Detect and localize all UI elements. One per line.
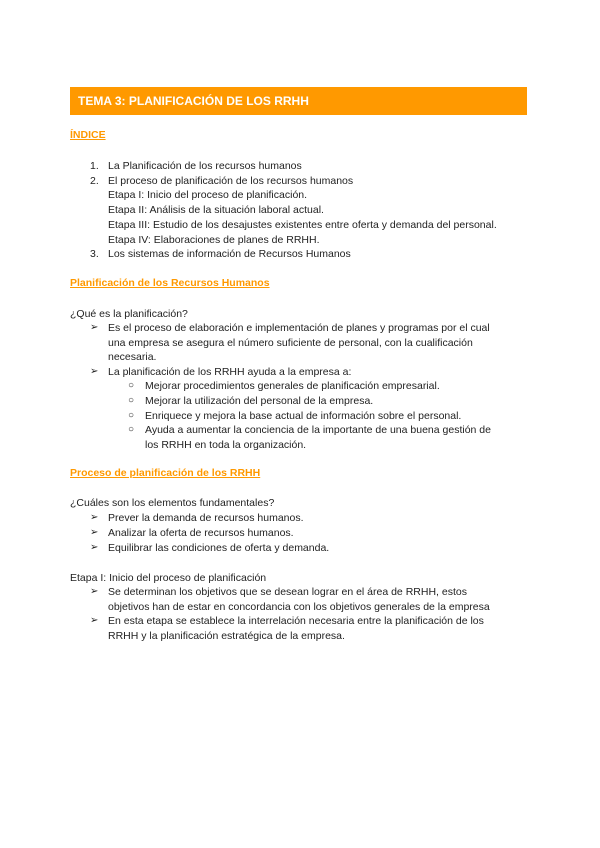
list-item: Prever la demanda de recursos humanos. [108,512,304,524]
section-heading: Proceso de planificación de los RRHH [70,467,261,479]
circle-bullet-icon: ○ [128,424,135,435]
list-item: Analizar la oferta de recursos humanos. [108,527,294,539]
sub-item: Mejorar la utilización del personal de la empresa. [145,395,374,407]
circle-bullet-icon: ○ [128,410,135,421]
paragraph-line: Es el proceso de elaboración e implementación de planes y programas por el cual [108,322,490,334]
paragraph-line: necesaria. [108,351,157,363]
arrow-bullet-icon: ➢ [90,366,99,377]
index-item: La Planificación de los recursos humanos [108,160,302,172]
section-heading: Planificación de los Recursos Humanos [70,277,270,289]
circle-bullet-icon: ○ [128,395,135,406]
paragraph-line: RRHH y la planificación estratégica de la empresa. [108,630,345,642]
question: ¿Cuáles son los elementos fundamentales? [70,497,275,509]
index-item: Etapa IV: Elaboraciones de planes de RRHH. [108,234,320,246]
question: ¿Qué es la planificación? [70,308,188,320]
arrow-bullet-icon: ➢ [90,322,99,333]
indice-heading: ÍNDICE [70,129,106,141]
index-item: Etapa I: Inicio del proceso de planificación. [108,189,308,201]
index-num: 2. [90,175,99,187]
paragraph-line: La planificación de los RRHH ayuda a la empresa a: [108,366,352,378]
arrow-bullet-icon: ➢ [90,586,99,597]
arrow-bullet-icon: ➢ [90,512,99,523]
index-item: Los sistemas de información de Recursos Humanos [108,248,351,260]
index-num: 3. [90,248,99,260]
page-title: TEMA 3: PLANIFICACIÓN DE LOS RRHH [70,87,527,115]
arrow-bullet-icon: ➢ [90,615,99,626]
list-item: Equilibrar las condiciones de oferta y demanda. [108,542,330,554]
sub-item: Ayuda a aumentar la conciencia de la importante de una buena gestión de [145,424,491,436]
etapa-title: Etapa I: Inicio del proceso de planificación [70,572,267,584]
sub-item: los RRHH en toda la organización. [145,439,307,451]
sub-item: Mejorar procedimientos generales de planificación empresarial. [145,380,440,392]
index-item: Etapa III: Estudio de los desajustes existentes entre oferta y demanda del personal. [108,219,497,231]
index-item: El proceso de planificación de los recursos humanos [108,175,354,187]
paragraph-line: Se determinan los objetivos que se desean lograr en el área de RRHH, estos [108,586,467,598]
arrow-bullet-icon: ➢ [90,542,99,553]
index-item: Etapa II: Análisis de la situación laboral actual. [108,204,324,216]
circle-bullet-icon: ○ [128,380,135,391]
paragraph-line: objetivos han de estar en concordancia con los objetivos generales de la empresa [108,601,490,613]
sub-item: Enriquece y mejora la base actual de información sobre el personal. [145,410,462,422]
paragraph-line: En esta etapa se establece la interrelación necesaria entre la planificación de los [108,615,484,627]
paragraph-line: una empresa se asegura el número suficiente de personal, con la cualificación [108,337,473,349]
index-num: 1. [90,160,99,172]
arrow-bullet-icon: ➢ [90,527,99,538]
